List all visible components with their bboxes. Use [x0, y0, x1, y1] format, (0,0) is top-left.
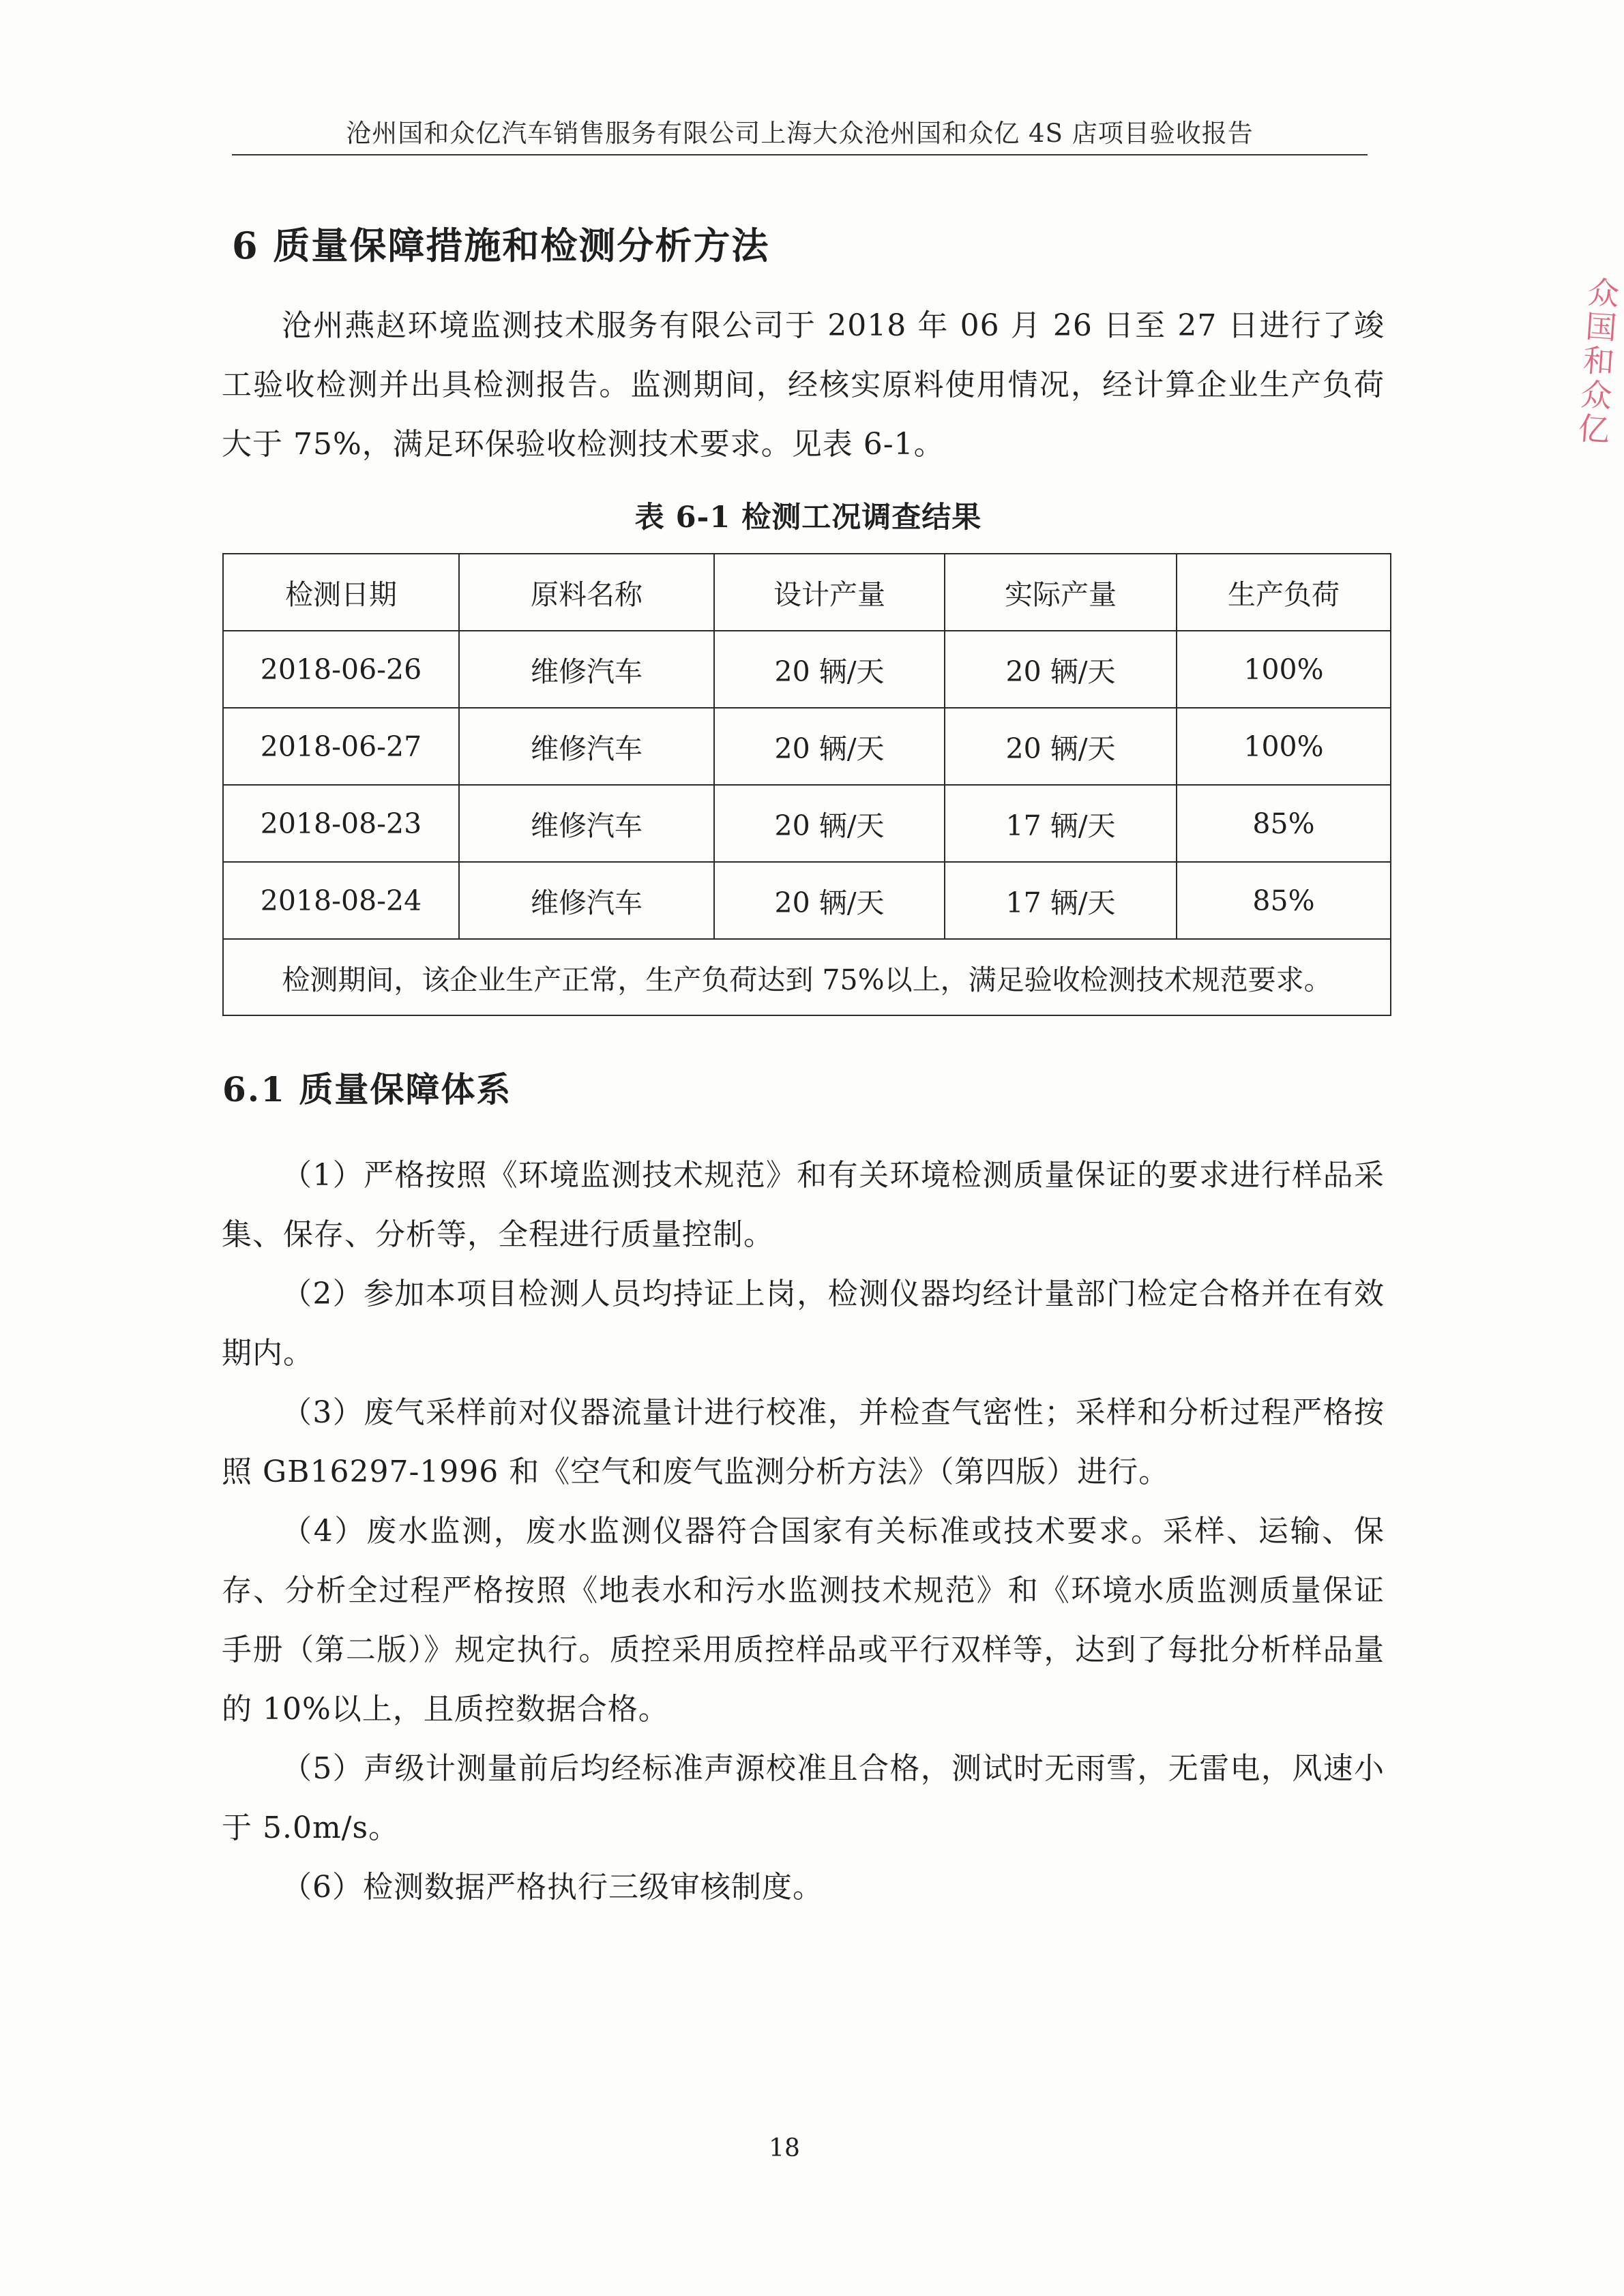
table-header-row	[223, 554, 1391, 631]
page-number: 18	[769, 2134, 800, 2162]
table-cell: 17 辆/天	[945, 862, 1177, 939]
table-cell: 100%	[1177, 631, 1391, 708]
table-header-cell: 设计产量	[714, 554, 945, 631]
table-note-row	[223, 939, 1391, 1015]
section-title: 6 质量保障措施和检测分析方法	[232, 224, 770, 267]
table-cell: 维修汽车	[459, 708, 714, 785]
table-header-cell: 生产负荷	[1177, 554, 1391, 631]
table-cell: 20 辆/天	[945, 631, 1177, 708]
list-item: （6）检测数据严格执行三级审核制度。	[282, 1870, 823, 1905]
table-cell: 85%	[1177, 785, 1391, 862]
intro-paragraph: 沧州燕赵环境监测技术服务有限公司于 2018 年 06 月 26 日至 27 日进行了竣工验收检测并出具检测报告。监测期间，经核实原料使用情况，经计算企业生产负荷大于 75%，满足环保验收检测技术要求。见表 6-1。	[222, 308, 1385, 462]
list-item: （4）废水监测，废水监测仪器符合国家有关标准或技术要求。采样、运输、保存、分析全过程严格按照《地表水和污水监测技术规范》和《环境水质监测质量保证手册（第二版）》规定执行。质控采用质控样品或平行双样等，达到了每批分析样品量的 10%以上，且质控数据合格。	[222, 1514, 1385, 1727]
table-cell: 2018-08-23	[223, 785, 459, 862]
quality-measures-list	[222, 1146, 1385, 1917]
seal-stamp	[1562, 276, 1623, 563]
table-row	[223, 785, 1391, 862]
table-cell: 85%	[1177, 862, 1391, 939]
table-cell: 20 辆/天	[714, 631, 945, 708]
table-row	[223, 708, 1391, 785]
list-item: （2）参加本项目检测人员均持证上岗，检测仪器均经计量部门检定合格并在有效期内。	[222, 1277, 1385, 1371]
table-cell: 维修汽车	[459, 785, 714, 862]
table-row	[223, 862, 1391, 939]
table-cell: 维修汽车	[459, 862, 714, 939]
table-cell: 20 辆/天	[714, 862, 945, 939]
workload-table	[222, 553, 1391, 1016]
table-cell: 20 辆/天	[945, 708, 1177, 785]
running-header: 沧州国和众亿汽车销售服务有限公司上海大众沧州国和众亿 4S 店项目验收报告	[346, 119, 1254, 148]
table-cell: 20 辆/天	[714, 708, 945, 785]
table-cell: 17 辆/天	[945, 785, 1177, 862]
table-header-cell: 检测日期	[223, 554, 459, 631]
table-row	[223, 631, 1391, 708]
list-item: （3）废气采样前对仪器流量计进行校准，并检查气密性；采样和分析过程严格按照 GB16297-1996 和《空气和废气监测分析方法》（第四版）进行。	[222, 1395, 1385, 1489]
table-cell: 2018-08-24	[223, 862, 459, 939]
list-item: （1）严格按照《环境监测技术规范》和有关环境检测质量保证的要求进行样品采集、保存、分析等，全程进行质量控制。	[222, 1158, 1385, 1252]
subsection-title: 6.1 质量保障体系	[222, 1069, 512, 1109]
table-cell: 2018-06-27	[223, 708, 459, 785]
list-item: （5）声级计测量前后均经标准声源校准且合格，测试时无雨雪，无雷电，风速小于 5.0m/s。	[222, 1751, 1385, 1845]
table-cell: 20 辆/天	[714, 785, 945, 862]
table-caption: 表 6-1 检测工况调查结果	[634, 501, 982, 535]
table-note: 检测期间，该企业生产正常，生产负荷达到 75%以上，满足验收检测技术规范要求。	[223, 939, 1391, 1015]
header-divider	[232, 154, 1368, 155]
table-cell: 维修汽车	[459, 631, 714, 708]
table-header-cell: 原料名称	[459, 554, 714, 631]
table-header-cell: 实际产量	[945, 554, 1177, 631]
seal-stamp-text: 众国和众亿	[1572, 275, 1621, 448]
table-cell: 100%	[1177, 708, 1391, 785]
table-cell: 2018-06-26	[223, 631, 459, 708]
